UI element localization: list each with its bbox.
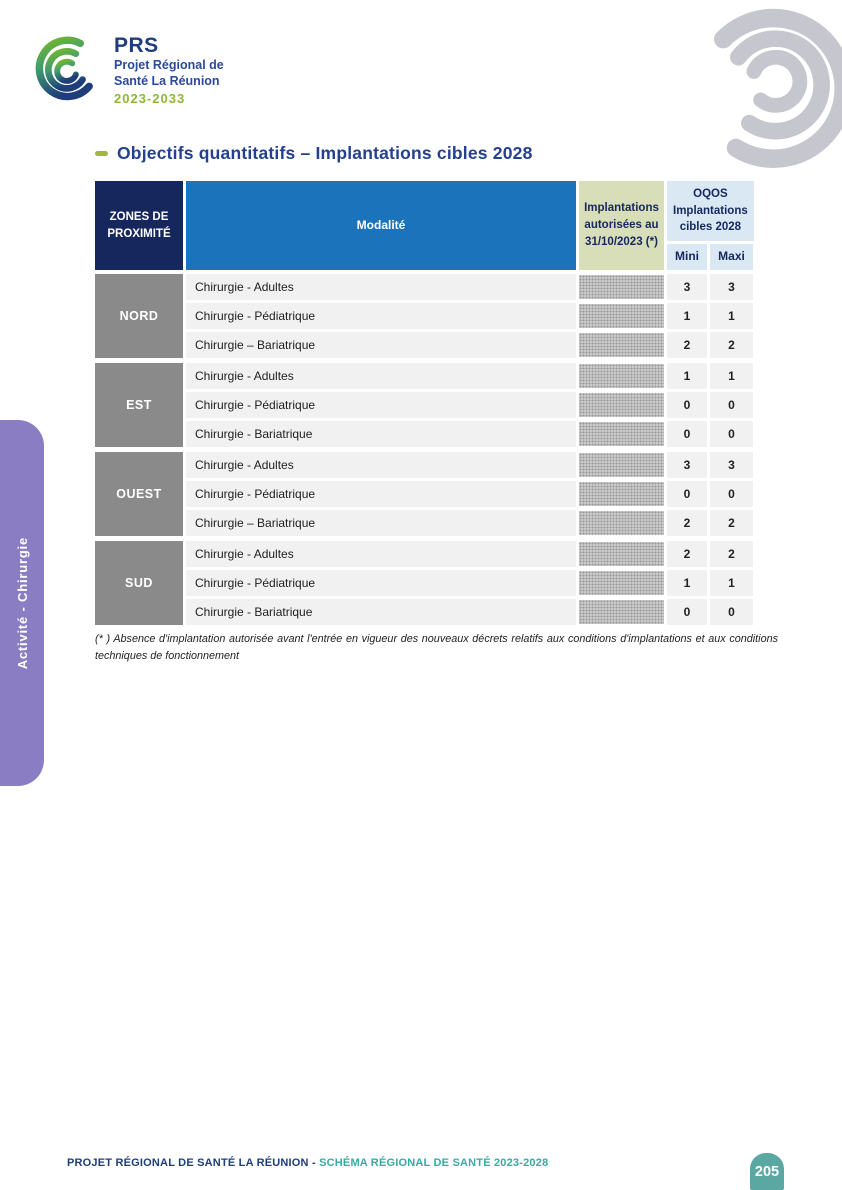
redacted-value-block xyxy=(579,393,664,417)
maxi-value-cell: 1 xyxy=(710,363,753,389)
modalite-cell: Chirurgie - Bariatrique xyxy=(186,599,576,625)
footnote: (* ) Absence d'implantation autorisée avant l'entrée en vigueur des nouveaux décrets relatifs aux conditions d'implantations et aux conditions techniques de fonctionnement xyxy=(95,633,778,662)
maxi-value-cell: 3 xyxy=(710,274,753,300)
implantations-autorisees-cell xyxy=(579,481,664,507)
header-zones-de-proximite: ZONES DE PROXIMITÉ xyxy=(95,181,183,270)
mini-value-cell: 1 xyxy=(667,303,707,329)
implantations-autorisees-cell xyxy=(579,332,664,358)
zone-block xyxy=(95,541,754,625)
zone-block xyxy=(95,274,754,358)
implantations-autorisees-cell xyxy=(579,421,664,447)
maxi-value-cell: 0 xyxy=(710,392,753,418)
redacted-value-block xyxy=(579,333,664,357)
table-header xyxy=(95,181,754,270)
maxi-value-cell: 2 xyxy=(710,541,753,567)
implantations-autorisees-cell xyxy=(579,303,664,329)
zone-cell: NORD xyxy=(95,274,183,358)
header-oqos: OQOS Implantations cibles 2028 xyxy=(667,181,754,241)
logo-line2: Santé La Réunion xyxy=(114,74,220,88)
prs-logo-arcs-icon xyxy=(30,32,104,108)
maxi-value-cell: 1 xyxy=(710,570,753,596)
page-number-badge: 205 xyxy=(750,1153,784,1190)
modalite-cell: Chirurgie - Bariatrique xyxy=(186,421,576,447)
implantations-autorisees-cell xyxy=(579,363,664,389)
sidebar-tab-label: Activité - Chirurgie xyxy=(14,536,30,670)
zone-block xyxy=(95,363,754,447)
footer-document-title: PROJET RÉGIONAL DE SANTÉ LA RÉUNION - xyxy=(67,1157,320,1169)
implantations-autorisees-cell xyxy=(579,570,664,596)
maxi-value-cell: 2 xyxy=(710,510,753,536)
modalite-cell: Chirurgie - Pédiatrique xyxy=(186,570,576,596)
implantations-autorisees-cell xyxy=(579,392,664,418)
maxi-value-cell: 3 xyxy=(710,452,753,478)
footer xyxy=(67,1157,548,1169)
modalite-cell: Chirurgie – Bariatrique xyxy=(186,510,576,536)
maxi-value-cell: 1 xyxy=(710,303,753,329)
mini-value-cell: 0 xyxy=(667,421,707,447)
mini-value-cell: 0 xyxy=(667,599,707,625)
redacted-value-block xyxy=(579,571,664,595)
maxi-value-cell: 0 xyxy=(710,599,753,625)
redacted-value-block xyxy=(579,511,664,535)
maxi-value-cell: 0 xyxy=(710,421,753,447)
redacted-value-block xyxy=(579,542,664,566)
logo-line1: Projet Régional de xyxy=(114,58,224,73)
prs-logo-text xyxy=(114,34,224,105)
maxi-value-cell: 2 xyxy=(710,332,753,358)
redacted-value-block xyxy=(579,600,664,624)
section-title-row xyxy=(95,143,533,164)
mini-value-cell: 2 xyxy=(667,541,707,567)
maxi-value-cell: 0 xyxy=(710,481,753,507)
footer-schema-title: SCHÉMA RÉGIONAL DE SANTÉ 2023-2028 xyxy=(319,1157,549,1169)
sidebar-tab-activite-chirurgie xyxy=(0,420,44,786)
mini-value-cell: 0 xyxy=(667,481,707,507)
mini-value-cell: 1 xyxy=(667,363,707,389)
modalite-cell: Chirurgie - Adultes xyxy=(186,274,576,300)
redacted-value-block xyxy=(579,275,664,299)
zone-block xyxy=(95,452,754,536)
modalite-cell: Chirurgie - Pédiatrique xyxy=(186,481,576,507)
mini-value-cell: 2 xyxy=(667,332,707,358)
mini-value-cell: 3 xyxy=(667,274,707,300)
logo-acronym: PRS xyxy=(114,34,159,58)
redacted-value-block xyxy=(579,453,664,477)
redacted-value-block xyxy=(579,304,664,328)
redacted-value-block xyxy=(579,482,664,506)
modalite-cell: Chirurgie - Adultes xyxy=(186,541,576,567)
mini-value-cell: 0 xyxy=(667,392,707,418)
logo-years: 2023-2033 xyxy=(114,90,186,106)
implantations-autorisees-cell xyxy=(579,274,664,300)
implantations-autorisees-cell xyxy=(579,541,664,567)
header-mini-maxi-row xyxy=(667,244,754,270)
title-bullet-icon xyxy=(95,151,108,156)
mini-value-cell: 3 xyxy=(667,452,707,478)
zone-cell: SUD xyxy=(95,541,183,625)
modalite-cell: Chirurgie - Adultes xyxy=(186,363,576,389)
redacted-value-block xyxy=(579,422,664,446)
zone-cell: EST xyxy=(95,363,183,447)
zone-cell: OUEST xyxy=(95,452,183,536)
modalite-cell: Chirurgie - Pédiatrique xyxy=(186,303,576,329)
implantations-autorisees-cell xyxy=(579,599,664,625)
header-modalite: Modalité xyxy=(186,181,576,270)
prs-logo xyxy=(30,32,224,108)
header-maxi: Maxi xyxy=(710,244,753,270)
header-mini: Mini xyxy=(667,244,707,270)
modalite-cell: Chirurgie - Adultes xyxy=(186,452,576,478)
table-body xyxy=(95,274,754,625)
page-title: Objectifs quantitatifs – Implantations cibles 2028 xyxy=(117,143,533,163)
redacted-value-block xyxy=(579,364,664,388)
implantations-autorisees-cell xyxy=(579,452,664,478)
header-oqos-group xyxy=(667,181,753,270)
implantations-autorisees-cell xyxy=(579,510,664,536)
header-implantations-autorisees: Implantations autorisées au 31/10/2023 (*) xyxy=(579,181,664,270)
implantations-table xyxy=(95,181,754,630)
corner-swirl-decoration-icon xyxy=(680,0,842,182)
mini-value-cell: 2 xyxy=(667,510,707,536)
modalite-cell: Chirurgie - Pédiatrique xyxy=(186,392,576,418)
modalite-cell: Chirurgie – Bariatrique xyxy=(186,332,576,358)
mini-value-cell: 1 xyxy=(667,570,707,596)
